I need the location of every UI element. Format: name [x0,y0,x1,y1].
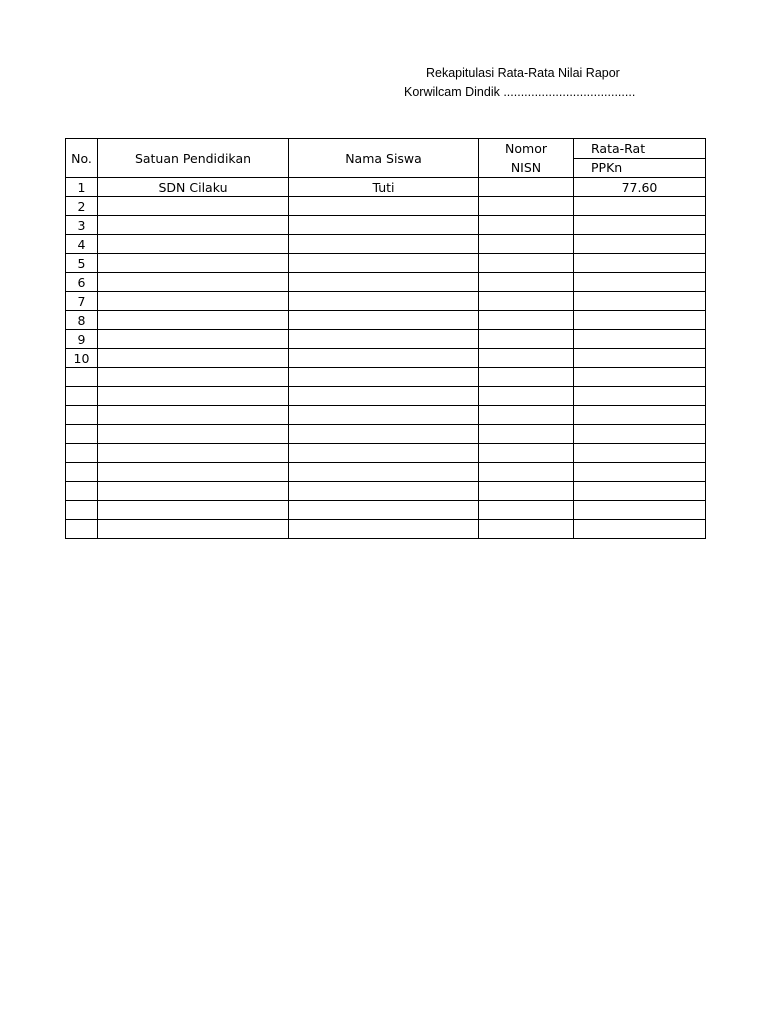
cell-nisn[interactable] [479,368,574,387]
table-row [66,520,706,539]
cell-no[interactable]: 5 [66,254,98,273]
table-row [66,235,706,254]
cell-satuan-pendidikan[interactable] [98,444,289,463]
cell-ppkn[interactable] [574,197,706,216]
cell-ppkn[interactable] [574,349,706,368]
table-row [66,216,706,235]
cell-no[interactable]: 6 [66,273,98,292]
table-row [66,368,706,387]
cell-nisn[interactable] [479,482,574,501]
cell-nisn[interactable] [479,235,574,254]
cell-ppkn[interactable] [574,444,706,463]
cell-ppkn[interactable] [574,387,706,406]
table-row [66,254,706,273]
table-row [66,444,706,463]
cell-nama-siswa[interactable] [289,501,479,520]
cell-nisn[interactable] [479,273,574,292]
col-header-nisn: NISN [510,160,542,175]
cell-nama-siswa[interactable] [289,311,479,330]
table-row [66,273,706,292]
table-row [66,349,706,368]
cell-no[interactable] [66,482,98,501]
cell-nama-siswa[interactable] [289,216,479,235]
cell-nisn[interactable] [479,197,574,216]
cell-ppkn[interactable]: 77.60 [574,178,706,197]
table-row [66,330,706,349]
table-row [66,482,706,501]
cell-no[interactable]: 10 [66,349,98,368]
cell-nisn[interactable] [479,254,574,273]
cell-nisn[interactable] [479,178,574,197]
cell-satuan-pendidikan[interactable] [98,425,289,444]
cell-satuan-pendidikan[interactable] [98,463,289,482]
cell-satuan-pendidikan[interactable] [98,349,289,368]
cell-nisn[interactable] [479,520,574,539]
cell-ppkn[interactable] [574,292,706,311]
cell-no[interactable]: 2 [66,197,98,216]
cell-nama-siswa[interactable] [289,406,479,425]
table-row [66,406,706,425]
col-header-nomor: Nomor [505,141,547,156]
col-header-nomor-nisn [479,139,574,178]
cell-satuan-pendidikan[interactable] [98,235,289,254]
cell-nama-siswa[interactable] [289,463,479,482]
cell-nama-siswa[interactable] [289,520,479,539]
cell-satuan-pendidikan[interactable] [98,254,289,273]
cell-nama-siswa[interactable] [289,235,479,254]
table-row [66,501,706,520]
cell-nama-siswa[interactable] [289,292,479,311]
cell-ppkn[interactable] [574,368,706,387]
cell-ppkn[interactable] [574,482,706,501]
header-row [66,139,706,159]
cell-ppkn[interactable] [574,463,706,482]
report-subtitle: Korwilcam Dindik ...................................... [404,85,636,99]
cell-satuan-pendidikan[interactable] [98,197,289,216]
cell-nisn[interactable] [479,330,574,349]
cell-no[interactable] [66,463,98,482]
cell-no[interactable] [66,501,98,520]
cell-no[interactable]: 3 [66,216,98,235]
cell-no[interactable] [66,406,98,425]
cell-nama-siswa[interactable] [289,444,479,463]
cell-no[interactable] [66,425,98,444]
table-row [66,387,706,406]
cell-ppkn[interactable] [574,425,706,444]
cell-no[interactable]: 7 [66,292,98,311]
cell-no[interactable]: 8 [66,311,98,330]
cell-satuan-pendidikan[interactable] [98,482,289,501]
cell-ppkn[interactable] [574,273,706,292]
cell-nisn[interactable] [479,406,574,425]
cell-no[interactable] [66,387,98,406]
cell-nisn[interactable] [479,501,574,520]
cell-satuan-pendidikan[interactable] [98,330,289,349]
cell-nama-siswa[interactable] [289,482,479,501]
cell-no[interactable] [66,368,98,387]
cell-nama-siswa[interactable]: Tuti [289,178,479,197]
table-row [66,425,706,444]
table-body [66,178,706,539]
cell-nisn[interactable] [479,387,574,406]
cell-ppkn[interactable] [574,520,706,539]
cell-satuan-pendidikan[interactable]: SDN Cilaku [98,178,289,197]
cell-no[interactable] [66,520,98,539]
cell-satuan-pendidikan[interactable] [98,216,289,235]
cell-nisn[interactable] [479,444,574,463]
cell-satuan-pendidikan[interactable] [98,368,289,387]
cell-no[interactable]: 1 [66,178,98,197]
recap-table [65,138,706,539]
cell-satuan-pendidikan[interactable] [98,406,289,425]
table-row [66,311,706,330]
cell-satuan-pendidikan[interactable] [98,387,289,406]
cell-ppkn[interactable] [574,235,706,254]
cell-ppkn[interactable] [574,406,706,425]
cell-ppkn[interactable] [574,501,706,520]
cell-nisn[interactable] [479,311,574,330]
cell-ppkn[interactable] [574,216,706,235]
report-title: Rekapitulasi Rata-Rata Nilai Rapor [426,66,620,80]
table-row [66,197,706,216]
cell-nama-siswa[interactable] [289,368,479,387]
table-row [66,178,706,197]
col-header-satuan-pendidikan: Satuan Pendidikan [98,139,289,178]
cell-nama-siswa[interactable] [289,330,479,349]
cell-ppkn[interactable] [574,254,706,273]
cell-satuan-pendidikan[interactable] [98,311,289,330]
recap-sheet [65,138,658,541]
cell-nama-siswa[interactable] [289,425,479,444]
cell-satuan-pendidikan[interactable] [98,292,289,311]
cell-nama-siswa[interactable] [289,349,479,368]
cell-nisn[interactable] [479,425,574,444]
table-row [66,292,706,311]
cell-no[interactable]: 4 [66,235,98,254]
cell-satuan-pendidikan[interactable] [98,501,289,520]
cell-satuan-pendidikan[interactable] [98,273,289,292]
cell-nama-siswa[interactable] [289,387,479,406]
table-head [66,139,706,178]
col-header-nama-siswa: Nama Siswa [289,139,479,178]
cell-nama-siswa[interactable] [289,273,479,292]
cell-nisn[interactable] [479,349,574,368]
col-header-rata-rata: Rata-Rat [574,139,706,159]
cell-nisn[interactable] [479,292,574,311]
cell-nama-siswa[interactable] [289,254,479,273]
col-header-ppkn: PPKn [574,158,706,178]
cell-nama-siswa[interactable] [289,197,479,216]
cell-ppkn[interactable] [574,311,706,330]
cell-nisn[interactable] [479,463,574,482]
table-row [66,463,706,482]
cell-no[interactable]: 9 [66,330,98,349]
cell-satuan-pendidikan[interactable] [98,520,289,539]
cell-nisn[interactable] [479,216,574,235]
col-header-no: No. [66,139,98,178]
cell-no[interactable] [66,444,98,463]
cell-ppkn[interactable] [574,330,706,349]
